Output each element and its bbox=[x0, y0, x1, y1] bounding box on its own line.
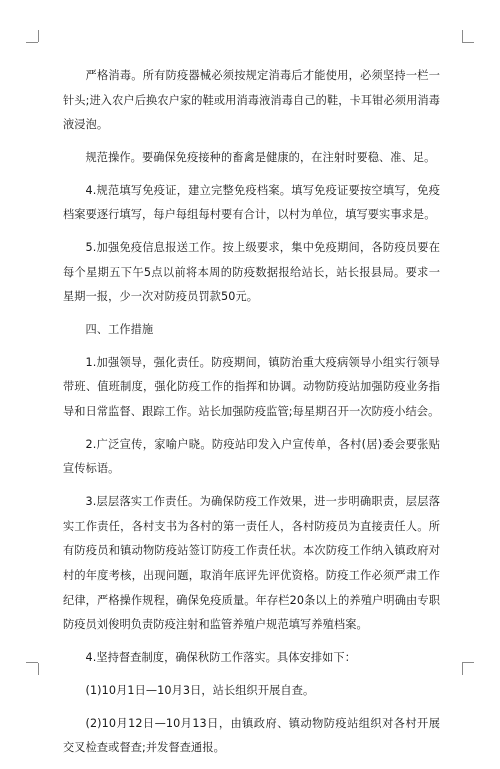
section-heading-work-measures: 四、工作措施 bbox=[85, 323, 154, 337]
paragraph-standard-operation: 规范操作。要确保免疫接种的畜禽是健康的，在注射时要稳、准、足。 bbox=[85, 150, 436, 164]
paragraph-responsibility: 3.层层落实工作责任。为确保防疫工作效果，进一步明确职责，层层落实工作责任，各村支书为各村的第一责任人，各村防疫员为直接责任人。所有防疫员和镇动物防疫站签订防疫工作责任状。本次防疫工作纳入镇政府对村的年度考核，出现问题，取消年底评先评优资格。防疫工作必须严肃工作纪律，严格操作规程，确保免疫质量。年存栏20条以上的养殖户明确由专职防疫员刘俊明负责防疫注射和监管养殖户规范填写养殖档案。 bbox=[63, 495, 440, 632]
document-body bbox=[63, 64, 440, 769]
crop-mark-top-left-h bbox=[26, 42, 38, 43]
crop-mark-bottom-right-v bbox=[462, 663, 463, 675]
paragraph-immunization-certificate: 4.规范填写免疫证，建立完整免疫档案。填写免疫证要按空填写，免疫档案要逐行填写，每户每组每村要有合计，以村为单位，填写要实事求是。 bbox=[63, 183, 440, 222]
paragraph-schedule-item-2: (2)10月12日—10月13日，由镇政府、镇动物防疫站组织对各村开展交叉检查或督查;并发督查通报。 bbox=[63, 716, 440, 755]
paragraph-disinfection: 严格消毒。所有防疫器械必须按规定消毒后才能使用，必须坚持一栏一针头;进入农户后换农户家的鞋或用消毒液消毒自己的鞋，卡耳钳必须用消毒液浸泡。 bbox=[63, 69, 440, 132]
crop-mark-top-right-v bbox=[462, 30, 463, 42]
crop-mark-top-left-v bbox=[38, 30, 39, 42]
crop-mark-bottom-left-h bbox=[26, 662, 38, 663]
crop-mark-top-right-h bbox=[462, 42, 474, 43]
paragraph-schedule-item-1: (1)10月1日—10月3日，站长组织开展自查。 bbox=[85, 683, 315, 697]
paragraph-information-reporting: 5.加强免疫信息报送工作。按上级要求，集中免疫期间，各防疫员要在每个星期五下午5点以前将本周的防疫数据报给站长，站长报县局。要求一星期一报，少一次对防疫员罚款50元。 bbox=[63, 241, 440, 304]
paragraph-publicity: 2.广泛宣传，家喻户晓。防疫站印发入户宣传单，各村(居)委会要张贴宣传标语。 bbox=[63, 437, 440, 476]
paragraph-strengthen-leadership: 1.加强领导，强化责任。防疫期间，镇防治重大疫病领导小组实行领导带班、值班制度，强化防疫工作的指挥和协调。动物防疫站加强防疫业务指导和日常监督、跟踪工作。站长加强防疫监管;每星期召开一次防疫小结会。 bbox=[63, 355, 440, 419]
crop-mark-bottom-left-v bbox=[38, 663, 39, 675]
crop-mark-bottom-right-h bbox=[462, 662, 474, 663]
paragraph-supervision-system: 4.坚持督查制度，确保秋防工作落实。具体安排如下： bbox=[85, 650, 356, 664]
